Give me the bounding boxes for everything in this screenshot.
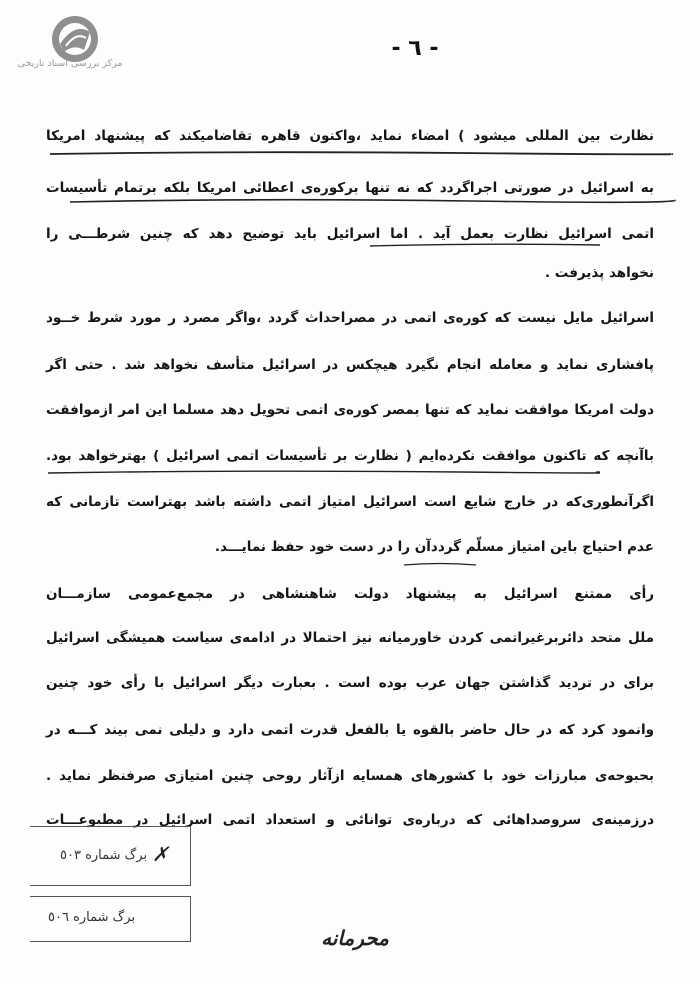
sheet-number-stamp-text: برگ شماره ٥٠٣ [60, 848, 148, 863]
text-line: پافشاری نماید و معامله انجام نگیرد هیچکس در اسرائیل متأسف نخواهد شد . حتی اگر [46, 357, 654, 373]
text-line: عدم احتیاج باین امتیاز مسلّم گرددآن را در دست خود حفظ نمایـــد. [214, 539, 654, 555]
text-line: اتمی اسرائیل نظارت بعمل آید . اما اسرائیل باید توضیح دهد که چنین شرطـــی را [46, 226, 654, 242]
page-number: - ٦ - [391, 36, 439, 61]
text-line: بحبوحه‌ی مبارزات خود با کشورهای همسایه ازآثار روحی چنین امتیازی صرفنظر نماید . [46, 768, 654, 784]
text-line: باآنچه که تاکنون موافقت نکرده‌ایم ( نظارت بر تأسیسات اتمی اسرائیل ) بهترخواهد بود. [46, 448, 654, 464]
pen-underline-icon [40, 468, 600, 478]
sheet-number-stamp-2-text: برگ شماره ٥٠٦ [48, 910, 136, 925]
text-line: نخواهد پذیرفت . [544, 265, 654, 281]
confidential-mark: محرمانه [321, 926, 389, 950]
archive-logo-icon [50, 14, 100, 64]
text-line: نظارت بین المللی میشود ) امضاء نماید ،واکنون قاهره تقاضامیکند که پیشنهاد امریکا [46, 128, 654, 144]
text-line: درزمینه‌ی سروصداهائی که درباره‌ی توانائی و استعداد اتمی اسرائیل در مطبوعـــات [46, 812, 654, 828]
text-line: وانمود کرد که در حال حاضر بالقوه یا بالفعل قدرت اتمی دارد و دلیلی نمی بیند کـــه در [46, 722, 654, 738]
text-line: به اسرائیل در صورتی اجراگردد که نه تنها برکوره‌ی اعطائی امریکا بلکه برتمام تأسیسات [46, 180, 654, 196]
text-line: اگرآنطوری‌که در خارج شایع است اسرائیل امتیاز اتمی داشته باشد بهتراست تازمانی که [46, 494, 654, 510]
text-line: اسرائیل مایل نیست که کوره‌ی اتمی در مصراحداث گردد ،واگر مصرد ر مورد شرط خــود [46, 310, 654, 326]
handwritten-mark: ✗ [152, 842, 169, 866]
text-line: رأی ممتنع اسرائیل به پیشنهاد دولت شاهنشاهی در مجمع‌عمومی سازمـــان [46, 586, 654, 602]
text-line: برای در تردید گذاشتن جهان عرب بوده است . بعبارت دیگر اسرائیل با رأی خود چنین [46, 675, 654, 691]
text-line: ملل متحد دائربرغیراتمی کردن خاورمیانه نیز احتمالا در ادامه‌ی سیاست همیشگی اسرائیل [46, 630, 654, 646]
text-line: دولت امریکا موافقت نماید که تنها بمصر کوره‌ی اتمی تحویل دهد مسلما این امر ازموافقت [46, 402, 654, 418]
pen-underline-icon [40, 150, 680, 260]
pen-underline-icon [400, 560, 480, 570]
logo-caption: مرکز بررسی اسناد تاریخی [17, 58, 123, 69]
